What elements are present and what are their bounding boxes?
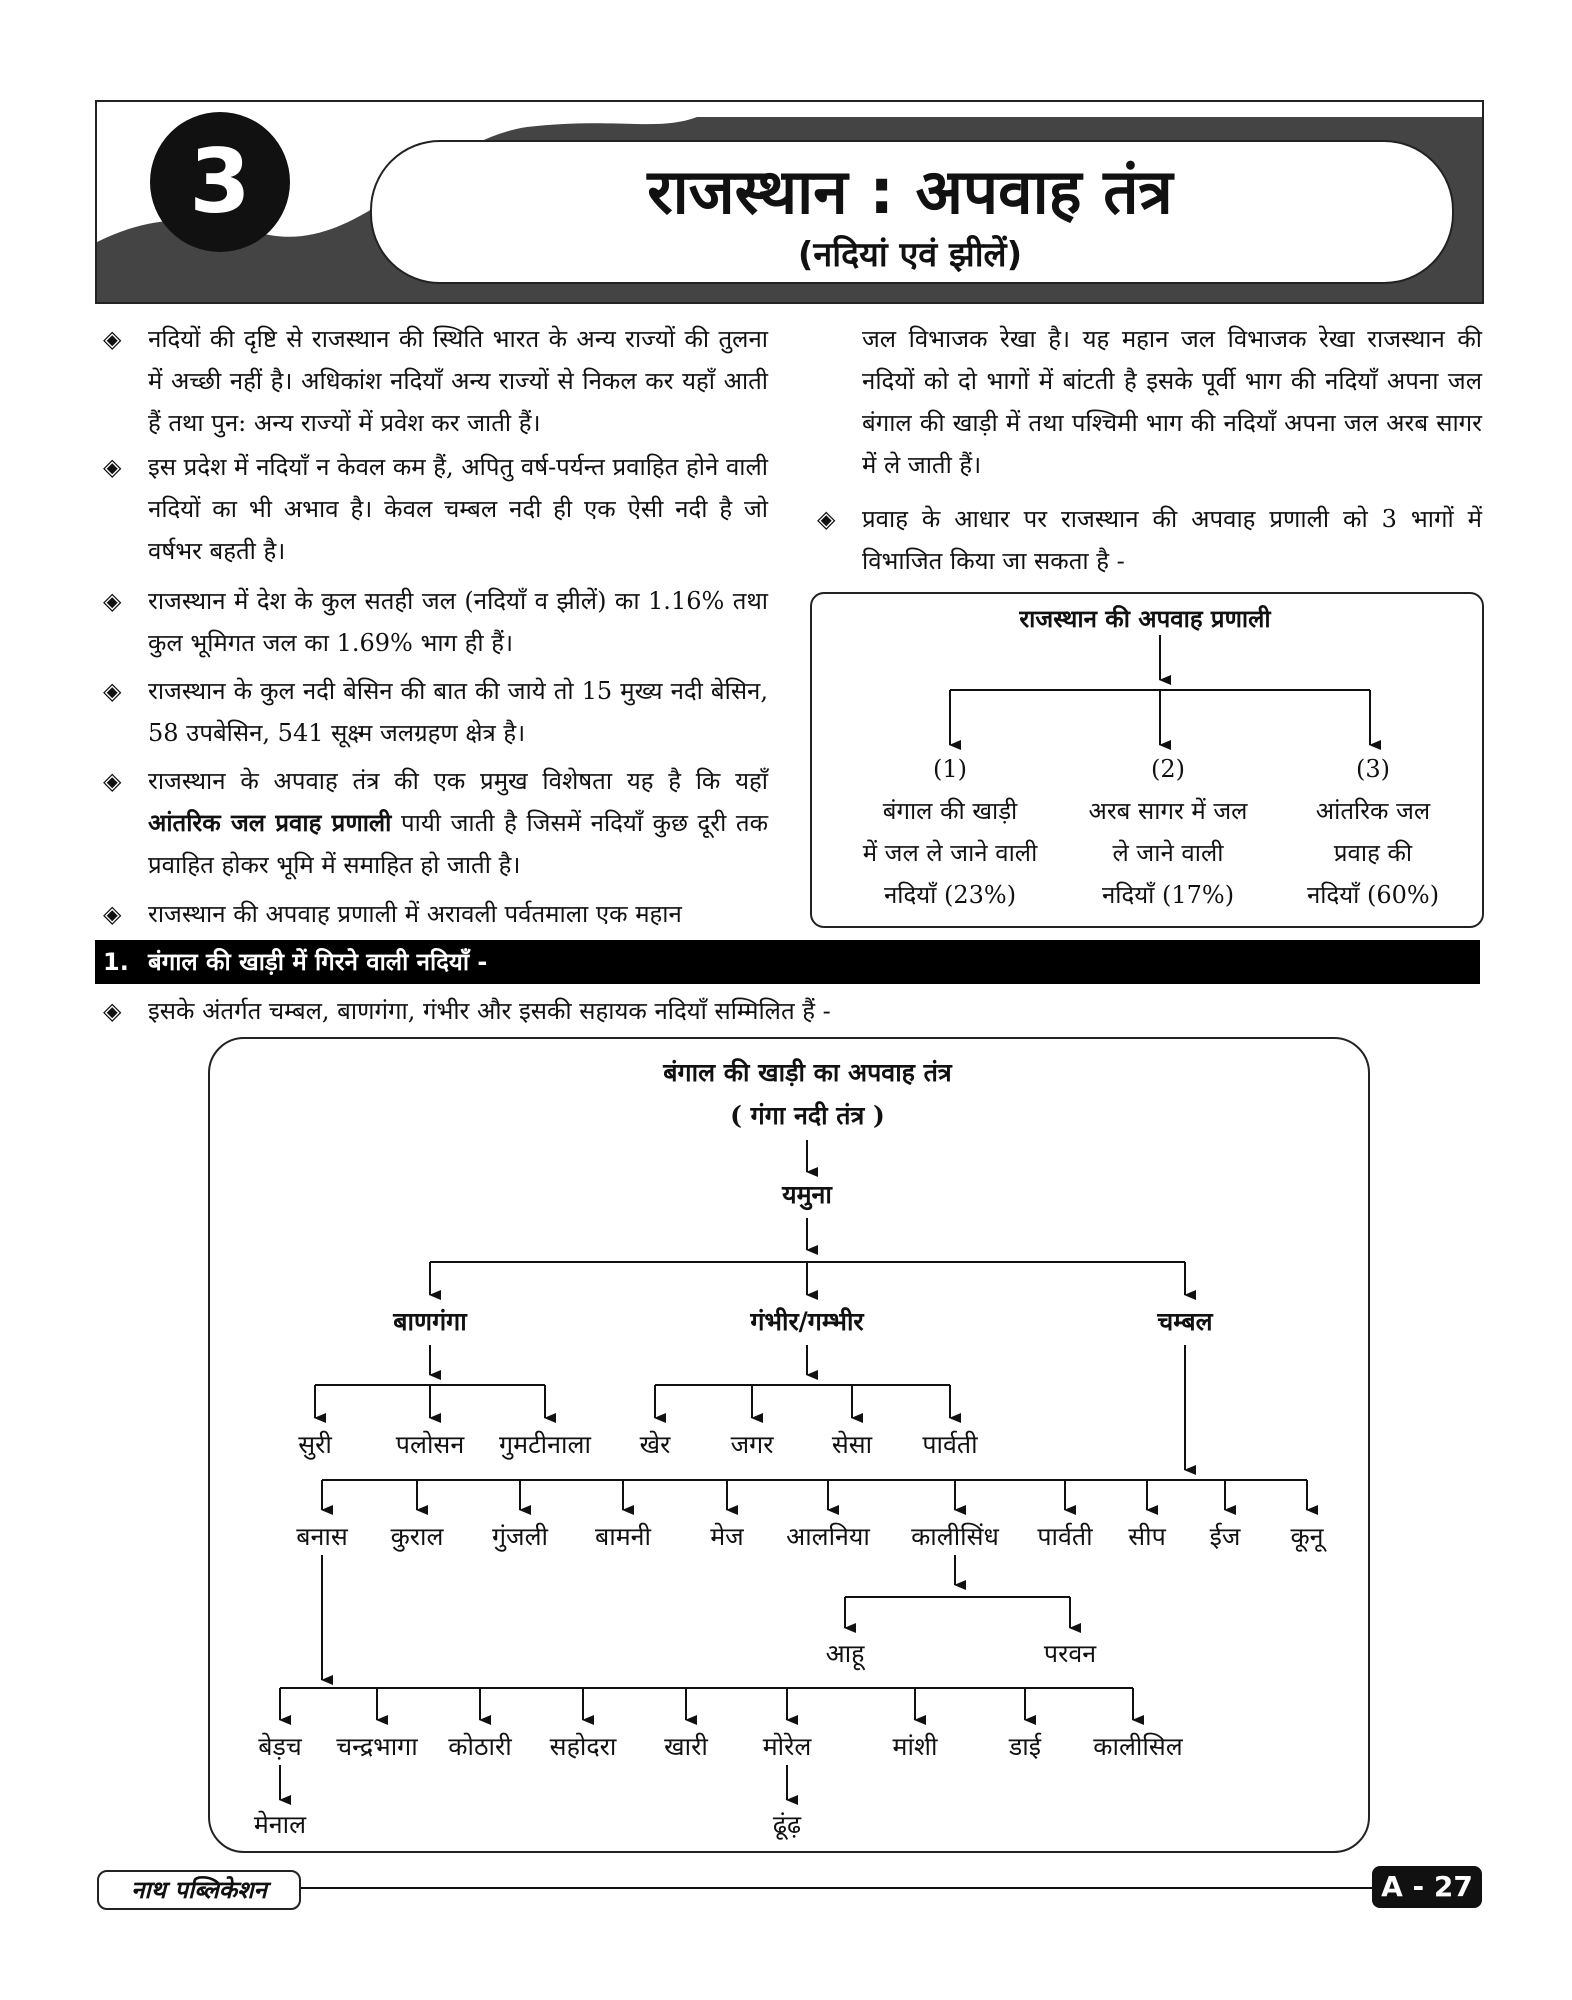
item-number: (1) — [933, 755, 967, 783]
tree-node: कोठारी — [448, 1732, 512, 1761]
tree-node: कालीसिंध — [911, 1522, 999, 1551]
tree-node: सीप — [1128, 1522, 1166, 1551]
diamond-bullet-icon: ◈ — [817, 505, 836, 533]
tree-node: कुराल — [390, 1522, 444, 1551]
bullet-text-part: राजस्थान के अपवाह तंत्र की एक प्रमुख विशेषता यह है कि यहाँ — [148, 767, 768, 795]
section-title: बंगाल की खाड़ी में गिरने वाली नदियाँ - — [148, 948, 488, 976]
tree-node: मेज — [710, 1522, 744, 1551]
item-line: आंतरिक जल — [1315, 797, 1431, 825]
bullet-text-part: पायी जाती है जिसमें नदियाँ कुछ दूरी तक प्रवाहित होकर भूमि में समाहित हो जाती है। — [148, 809, 768, 879]
item-line: नदियाँ (17%) — [1101, 881, 1235, 909]
tree-node: ढूंढ़ — [772, 1810, 802, 1839]
page-number: A - 27 — [1372, 1866, 1482, 1908]
tree-node-banganga: बाणगंगा — [393, 1307, 467, 1336]
tree-node: जगर — [730, 1430, 774, 1459]
bullet-text: इसके अंतर्गत चम्बल, बाणगंगा, गंभीर और इसकी सहायक नदियाँ सम्मिलित हैं - — [148, 997, 831, 1025]
page-subtitle: (नदियां एवं झीलें) — [797, 235, 1023, 275]
tree-node: गुंजली — [491, 1522, 549, 1551]
publisher-label: नाथ पब्लिकेशन — [97, 1870, 301, 1910]
drainage-system-title: राजस्थान की अपवाह प्रणाली — [1019, 604, 1271, 633]
tree-subtitle: ( गंगा नदी तंत्र ) — [730, 1101, 885, 1130]
bullet-text: इस प्रदेश में नदियाँ न केवल कम हैं, अपितु वर्ष-पर्यन्त प्रवाहित होने वाली नदियों का भी अभाव है। केवल चम्बल नदी ही एक ऐसी नदी है जो वर्षभर बहती है। — [148, 453, 768, 565]
tree-node: कालीसिल — [1093, 1732, 1183, 1761]
item-line: नदियाँ (23%) — [883, 881, 1017, 909]
bullet-text: नदियों की दृष्टि से राजस्थान की स्थिति भारत के अन्य राज्यों की तुलना में अच्छी नहीं है। अधिकांश नदियाँ अन्य राज्यों से निकल कर यहाँ आती हैं तथा पुन: अन्य राज्यों में प्रवेश कर जाती हैं। — [148, 325, 768, 437]
tree-node-gambhir: गंभीर/गम्भीर — [750, 1307, 864, 1336]
item-line: प्रवाह की — [1333, 839, 1413, 867]
tree-node: कूनू — [1290, 1522, 1324, 1551]
item-line: में जल ले जाने वाली — [862, 839, 1038, 867]
tree-title: बंगाल की खाड़ी का अपवाह तंत्र — [663, 1058, 952, 1087]
item-number: (3) — [1356, 755, 1390, 783]
tree-node: डाई — [1008, 1732, 1042, 1761]
tree-node: खारी — [664, 1732, 708, 1761]
tree-node: खेर — [639, 1430, 671, 1459]
diamond-bullet-icon: ◈ — [103, 453, 122, 481]
diamond-bullet-icon: ◈ — [103, 325, 122, 353]
tree-node: पलोसन — [395, 1430, 465, 1459]
tree-node: सुरी — [298, 1430, 332, 1459]
tree-node: मांशी — [892, 1732, 938, 1761]
tree-node: ईज — [1209, 1522, 1241, 1551]
item-line: अरब सागर में जल — [1088, 797, 1248, 825]
bullet-text: प्रवाह के आधार पर राजस्थान की अपवाह प्रणाली को 3 भागों में विभाजित किया जा सकता है - — [862, 505, 1482, 575]
tree-node: परवन — [1043, 1639, 1097, 1668]
item-line: नदियाँ (60%) — [1306, 881, 1440, 909]
bullet-text: राजस्थान में देश के कुल सतही जल (नदियाँ व झीलें) का 1.16% तथा कुल भूमिगत जल का 1.69% भाग ही हैं। — [148, 587, 768, 657]
section-number: 1. — [103, 948, 129, 976]
continued-paragraph: जल विभाजक रेखा है। यह महान जल विभाजक रेखा राजस्थान की नदियों को दो भागों में बांटती है इसके पूर्वी भाग की नदियाँ अपना जल बंगाल की खाड़ी में तथा पश्चिमी भाग की नदियाँ अपना जल अरब सागर में ले जाती हैं। — [862, 325, 1482, 479]
tree-node: सहोदरा — [549, 1732, 617, 1761]
diamond-bullet-icon: ◈ — [103, 677, 122, 705]
item-number: (2) — [1151, 755, 1185, 783]
diamond-bullet-icon: ◈ — [103, 767, 122, 795]
page-title: राजस्थान : अपवाह तंत्र — [647, 155, 1173, 228]
tree-node: चन्द्रभागा — [336, 1732, 418, 1761]
tree-node: आलनिया — [786, 1522, 870, 1551]
chapter-number-badge: 3 — [150, 112, 290, 252]
tree-node: गुमटीनाला — [499, 1430, 591, 1459]
bullet-text: राजस्थान के कुल नदी बेसिन की बात की जाये तो 15 मुख्य नदी बेसिन, 58 उपबेसिन, 541 सूक्ष्म जलग्रहण क्षेत्र है। — [148, 677, 768, 747]
tree-node-chambal: चम्बल — [1157, 1307, 1213, 1336]
tree-node: आहू — [825, 1639, 865, 1668]
tree-node: पार्वती — [1037, 1522, 1093, 1551]
tree-root-yamuna: यमुना — [782, 1180, 832, 1209]
tree-node: बेड़च — [258, 1732, 302, 1761]
tree-node: मेनाल — [253, 1810, 307, 1839]
tree-node: सेसा — [831, 1430, 873, 1459]
diamond-bullet-icon: ◈ — [103, 900, 122, 928]
bullet-text-bold: आंतरिक जल प्रवाह प्रणाली — [148, 808, 392, 837]
tree-node: बनास — [296, 1522, 348, 1551]
bullet-text: राजस्थान की अपवाह प्रणाली में अरावली पर्वतमाला एक महान — [148, 900, 682, 928]
tree-node: पार्वती — [922, 1430, 978, 1459]
item-line: ले जाने वाली — [1112, 839, 1224, 867]
tree-node: बामनी — [594, 1522, 652, 1551]
diamond-bullet-icon: ◈ — [103, 997, 122, 1025]
diamond-bullet-icon: ◈ — [103, 587, 122, 615]
item-line: बंगाल की खाड़ी — [882, 797, 1018, 825]
tree-node: मोरेल — [762, 1732, 812, 1761]
